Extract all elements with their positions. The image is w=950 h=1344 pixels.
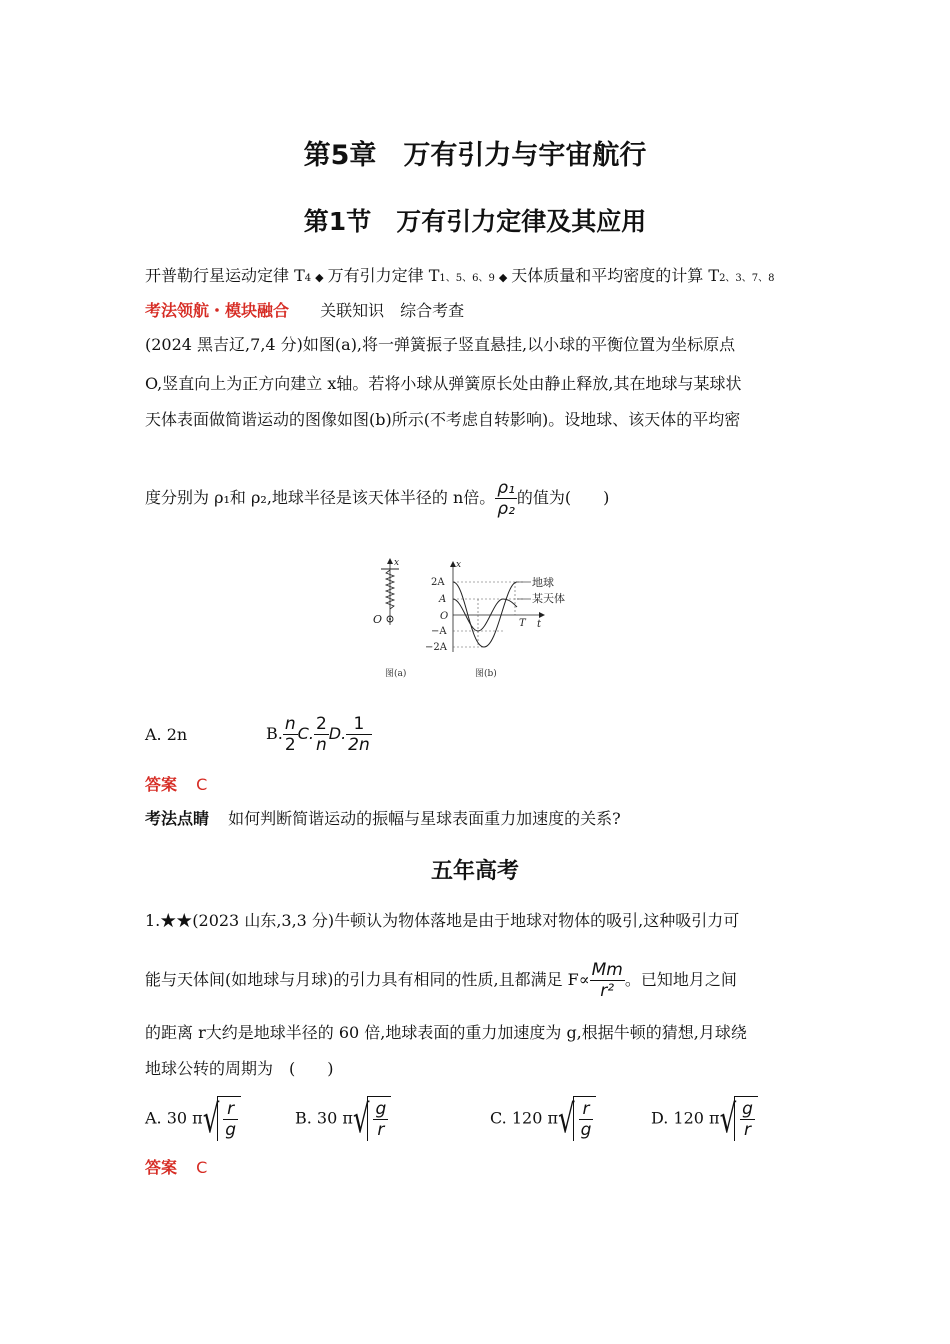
sqrt-icon: √ $\frac{r}{g}$ <box>558 1096 596 1142</box>
graph-y-label: x <box>456 560 462 570</box>
q1-line-2-tail: 。已知地月之间 <box>624 970 737 989</box>
module-heading-sub: 关联知识 综合考查 <box>320 301 465 320</box>
curve-earth <box>453 582 517 647</box>
problem-line-2: O,竖直向上为正方向建立 x轴。若将小球从弹簧原长处由静止释放,其在地球与某球状 <box>145 374 742 393</box>
origin-label-a: O <box>373 613 383 626</box>
q1-option-c <box>490 1096 596 1142</box>
q1-option-d-num: g <box>742 1099 753 1119</box>
module-heading-label: 考法领航・模块融合 <box>145 301 290 320</box>
option-b-den: 2 <box>284 735 296 755</box>
topic-density-sub: 2、3、7、8 <box>719 273 775 284</box>
answer-1 <box>145 772 207 795</box>
tip-text: 如何判断简谐运动的振幅与星球表面重力加速度的关系? <box>228 809 621 828</box>
graph-t-arrow <box>539 612 545 618</box>
option-c-fraction <box>314 714 329 755</box>
graph-t-label: t <box>537 619 542 630</box>
section-title: 第1节 万有引力定律及其应用 <box>303 207 647 236</box>
tick-label-minus-2A: −2A <box>425 642 447 653</box>
tick-label-A: A <box>439 594 447 605</box>
figure-b <box>425 560 565 679</box>
five-year-heading: 五年高考 <box>430 859 519 884</box>
tip-line <box>145 808 621 830</box>
q1-option-a <box>145 1096 241 1142</box>
density-ratio-num: ρ₁ <box>497 478 515 498</box>
option-c-num: 2 <box>315 714 327 734</box>
caption-a: 图(a) <box>385 669 407 679</box>
legend-earth: 地球 <box>532 576 554 589</box>
options-bcd <box>266 712 372 756</box>
q1-option-b-den: r <box>377 1120 385 1140</box>
problem-line-3: 天体表面做简谐运动的图像如图(b)所示(不考虑自转影响)。设地球、该天体的平均密 <box>145 410 741 429</box>
tick-label-T: T <box>519 618 526 629</box>
tick-label-2A: 2A <box>431 577 445 588</box>
x-axis-arrow <box>387 558 393 564</box>
x-axis-label: x <box>394 558 400 568</box>
option-c-den: n <box>315 735 327 755</box>
q1-option-c-num: r <box>579 1099 594 1120</box>
density-ratio-fraction <box>495 478 517 519</box>
caption-b: 图(b) <box>475 669 497 679</box>
option-c-prefix: C. <box>297 724 314 743</box>
q1-option-b-num: g <box>375 1099 387 1119</box>
q1-option-a-num: r <box>223 1099 238 1120</box>
q1-line-3: 的距离 r大约是地球半径的 60 倍,地球表面的重力加速度为 g,根据牛顿的猜想,月球绕 <box>145 1023 747 1042</box>
bullet-icon: ◆ <box>498 271 508 284</box>
ball-center <box>389 618 391 620</box>
answer-1-value: C <box>196 775 208 794</box>
problem-line-4-text: 度分别为 ρ₁和 ρ₂,地球半径是该天体半径的 n倍。 <box>145 488 496 507</box>
bullet-icon: ◆ <box>315 271 324 284</box>
option-d-num: 1 <box>346 714 372 735</box>
gravity-law-den: r² <box>600 981 615 1001</box>
sqrt-icon: √ $\frac{r}{g}$ <box>203 1096 241 1142</box>
tip-label: 考法点睛 <box>145 809 210 828</box>
q1-option-a-den: g <box>225 1120 237 1140</box>
chapter-title: 第5章 万有引力与宇宙航行 <box>303 140 647 171</box>
q1-option-c-prefix: C. 120 π <box>490 1108 558 1128</box>
gravity-law-num: Mm <box>591 960 623 980</box>
q1-option-b-prefix: B. 30 π <box>295 1108 353 1128</box>
topic-gravitation-sub: 1、5、6、9 <box>439 273 495 284</box>
option-d-den: 2n <box>348 735 370 755</box>
topic-gravitation: 万有引力定律 T <box>327 266 440 285</box>
answer-2 <box>145 1155 207 1178</box>
tick-label-O: O <box>440 611 449 622</box>
q1-line-2 <box>145 958 737 1002</box>
problem-line-4-tail: 的值为( ) <box>516 488 610 507</box>
density-ratio-den: ρ₂ <box>497 499 515 519</box>
answer-1-label: 答案 <box>145 775 178 794</box>
topic-density: 天体质量和平均密度的计算 T <box>511 266 720 285</box>
gravity-law-fraction <box>590 960 625 1001</box>
topic-kepler: 开普勒行星运动定律 T <box>145 266 305 285</box>
q1-option-a-prefix: A. 30 π <box>145 1108 203 1128</box>
answer-2-label: 答案 <box>145 1158 178 1177</box>
sqrt-icon: √ $\frac{g}{r}$ <box>720 1096 758 1142</box>
option-a: A. 2n <box>145 725 188 744</box>
q1-option-d <box>651 1096 758 1142</box>
oscillation-figure <box>365 555 595 685</box>
q1-option-d-den: r <box>744 1120 752 1140</box>
topic-line <box>145 265 775 290</box>
q1-option-b <box>295 1096 391 1142</box>
q1-option-d-prefix: D. 120 π <box>651 1108 720 1128</box>
answer-2-value: C <box>196 1158 208 1177</box>
option-d-prefix: D. <box>328 724 347 743</box>
option-d-fraction <box>346 714 372 755</box>
tick-label-minus-A: −A <box>431 626 447 637</box>
legend-body: 某天体 <box>532 592 565 605</box>
q1-line-1: 1.★★(2023 山东,3,3 分)牛顿认为物体落地是由于地球对物体的吸引,这种吸引力可 <box>145 911 740 930</box>
q1-option-c-den: g <box>580 1120 592 1140</box>
option-b-prefix: B. <box>266 724 283 743</box>
problem-line-4 <box>145 476 609 520</box>
sqrt-icon: √ $\frac{g}{r}$ <box>353 1096 391 1142</box>
option-b-num: n <box>283 714 298 735</box>
q1-line-4: 地球公转的周期为 ( ) <box>145 1059 334 1078</box>
figure-a <box>373 558 406 679</box>
topic-kepler-sub: 4 <box>304 273 312 284</box>
problem-line-1: (2024 黑吉辽,7,4 分)如图(a),将一弹簧振子竖直悬挂,以小球的平衡位置为坐标原点 <box>145 335 736 354</box>
option-b-fraction <box>283 714 298 755</box>
module-heading <box>145 298 464 322</box>
q1-line-2-head: 能与天体间(如地球与月球)的引力具有相同的性质,且都满足 F∝ <box>145 970 590 989</box>
